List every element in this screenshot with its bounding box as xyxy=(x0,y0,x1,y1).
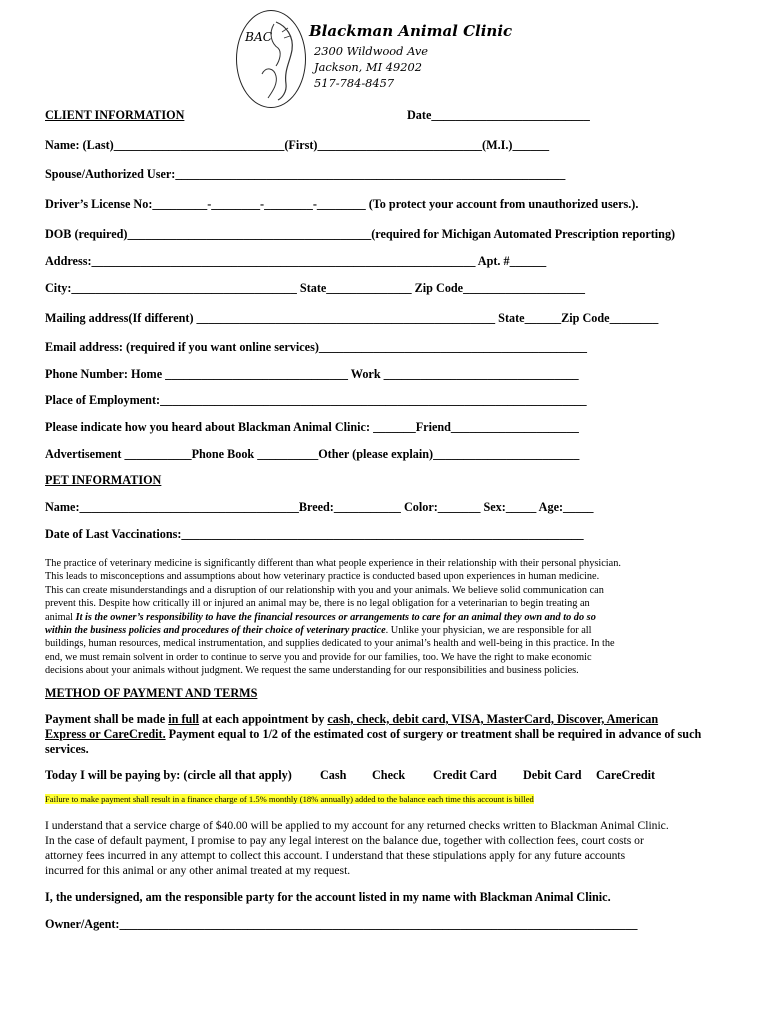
payment-text: Payment shall be made xyxy=(45,712,169,726)
payment-text: at each appointment by xyxy=(199,712,328,726)
business-policy-text: within the business policies and procedures of their choice of veterinary practice xyxy=(45,625,386,637)
vaccination-date-field[interactable]: Date of Last Vaccinations:__________________________________________________________________ xyxy=(45,527,584,541)
disclaimer-paragraph xyxy=(45,557,705,678)
option-carecredit[interactable]: CareCredit xyxy=(596,768,656,782)
disclaimer-line: decisions about your animals without judgment. We request the same understanding for our responsibilities and business policies. xyxy=(45,665,579,677)
payment-heading: METHOD OF PAYMENT AND TERMS xyxy=(45,686,258,700)
payment-text: Payment equal to 1/2 of the estimated cost of surgery or treatment shall be required in advance of such xyxy=(165,727,702,741)
clinic-name: Blackman Animal Clinic xyxy=(309,22,513,40)
payment-methods-text: cash, check, debit card, VISA, MasterCard, Discover, American xyxy=(327,712,659,726)
terms-line: In the case of default payment, I promise to pay any legal interest on the balance due, together with collection fees, court costs or xyxy=(45,834,644,847)
payment-terms-line1 xyxy=(45,712,658,727)
owner-responsibility-text: It is the owner’s responsibility to have the financial resources or arrangements to care for an animal they own and to do so xyxy=(75,611,596,623)
disclaimer-line: This leads to misconceptions and assumptions about how veterinary practice is conducted based upon experiences in human medicine. xyxy=(45,571,600,583)
option-cash[interactable]: Cash xyxy=(320,768,347,782)
clinic-address-line2: Jackson, MI 49202 xyxy=(314,60,422,74)
referral-field[interactable]: Please indicate how you heard about Blackman Animal Clinic: _______Friend_____________________ xyxy=(45,420,579,434)
disclaimer-line: end, we must remain solvent in order to continue to serve you and provide for our families, too. We have the right to make economic xyxy=(45,651,592,663)
mailing-address-field[interactable]: Mailing address(If different) _________________________________________________ State______Zip Code________ xyxy=(45,311,659,325)
finance-charge-notice xyxy=(45,794,534,804)
disclaimer-line: buildings, human resources, medical instrumentation, and supplies dedicated to your animal’s health and well-being in this practice. In the xyxy=(45,638,615,650)
clinic-phone: 517-784-8457 xyxy=(314,76,395,90)
payment-terms-line3: services. xyxy=(45,742,89,756)
option-check[interactable]: Check xyxy=(372,768,406,782)
responsible-party-statement: I, the undersigned, am the responsible party for the account listed in my name with Blackman Animal Clinic. xyxy=(45,890,611,904)
phone-field[interactable]: Phone Number: Home ______________________________ Work ________________________________ xyxy=(45,367,579,381)
spouse-field[interactable]: Spouse/Authorized User:________________________________________________________________ xyxy=(45,167,566,181)
horse-cat-logo-icon xyxy=(238,14,302,104)
disclaimer-text: animal xyxy=(45,611,76,623)
option-debit-card[interactable]: Debit Card xyxy=(523,768,582,782)
clinic-address-line1: 2300 Wildwood Ave xyxy=(314,44,429,58)
pet-info-heading: PET INFORMATION xyxy=(45,473,162,487)
city-field[interactable]: City:_____________________________________ State______________ Zip Code____________________ xyxy=(45,281,585,295)
option-credit-card[interactable]: Credit Card xyxy=(433,768,497,782)
owner-agent-signature-field[interactable]: Owner/Agent:_____________________________________________________________________________________ xyxy=(45,917,638,931)
drivers-license-field[interactable]: Driver’s License No:_________-________-________-________ (To protect your account from unauthorized users.). xyxy=(45,197,639,211)
pet-name-field[interactable]: Name:____________________________________Breed:___________ Color:_______ Sex:_____ Age:_____ xyxy=(45,500,594,514)
paying-by-label: Today I will be paying by: (circle all that apply) xyxy=(45,768,292,782)
terms-line: I understand that a service charge of $40.00 will be applied to my account for any returned checks written to Blackman Animal Clinic. xyxy=(45,819,669,832)
logo-letters: BAC xyxy=(245,30,273,44)
terms-line: attorney fees incurred in any attempt to collect this account. I understand that these stipulations apply for any future accounts xyxy=(45,849,626,862)
employment-field[interactable]: Place of Employment:______________________________________________________________________ xyxy=(45,393,587,407)
disclaimer-line: The practice of veterinary medicine is significantly different than what people experience in their relationship with their personal physician. xyxy=(45,558,621,569)
in-full-text: in full xyxy=(168,712,200,726)
date-field[interactable]: Date__________________________ xyxy=(407,108,590,122)
payment-methods-text: Express or CareCredit. xyxy=(45,727,166,741)
payment-terms-line2 xyxy=(45,727,701,742)
disclaimer-text: . Unlike your physician, we are responsible for all xyxy=(385,625,592,637)
client-info-heading: CLIENT INFORMATION xyxy=(45,108,185,122)
email-field[interactable]: Email address: (required if you want online services)____________________________________________ xyxy=(45,340,588,354)
disclaimer-line: This can create misunderstandings and a disruption of our relationship with you and your animals. We believe solid communication can xyxy=(45,584,604,596)
advertisement-field[interactable]: Advertisement ___________Phone Book __________Other (please explain)________________________ xyxy=(45,447,580,461)
finance-charge-text: Failure to make payment shall result in a finance charge of 1.5% monthly (18% annually) added to the balance each time this account is billed xyxy=(45,794,534,804)
name-field[interactable]: Name: (Last)____________________________(First)___________________________(M.I.)______ xyxy=(45,138,550,152)
address-field[interactable]: Address:_______________________________________________________________ Apt. #______ xyxy=(45,254,547,268)
disclaimer-line: prevent this. Despite how critically ill or injured an animal may be, there is no legal obligation for a veterinarian to begin treating an xyxy=(45,598,590,610)
dob-field[interactable]: DOB (required)________________________________________(required for Michigan Automated Prescription reporting) xyxy=(45,227,676,241)
disclaimer-line xyxy=(45,611,705,624)
terms-line: incurred for this animal or any other animal treated at my request. xyxy=(45,864,351,877)
disclaimer-line xyxy=(45,624,705,637)
terms-paragraph xyxy=(45,818,745,878)
